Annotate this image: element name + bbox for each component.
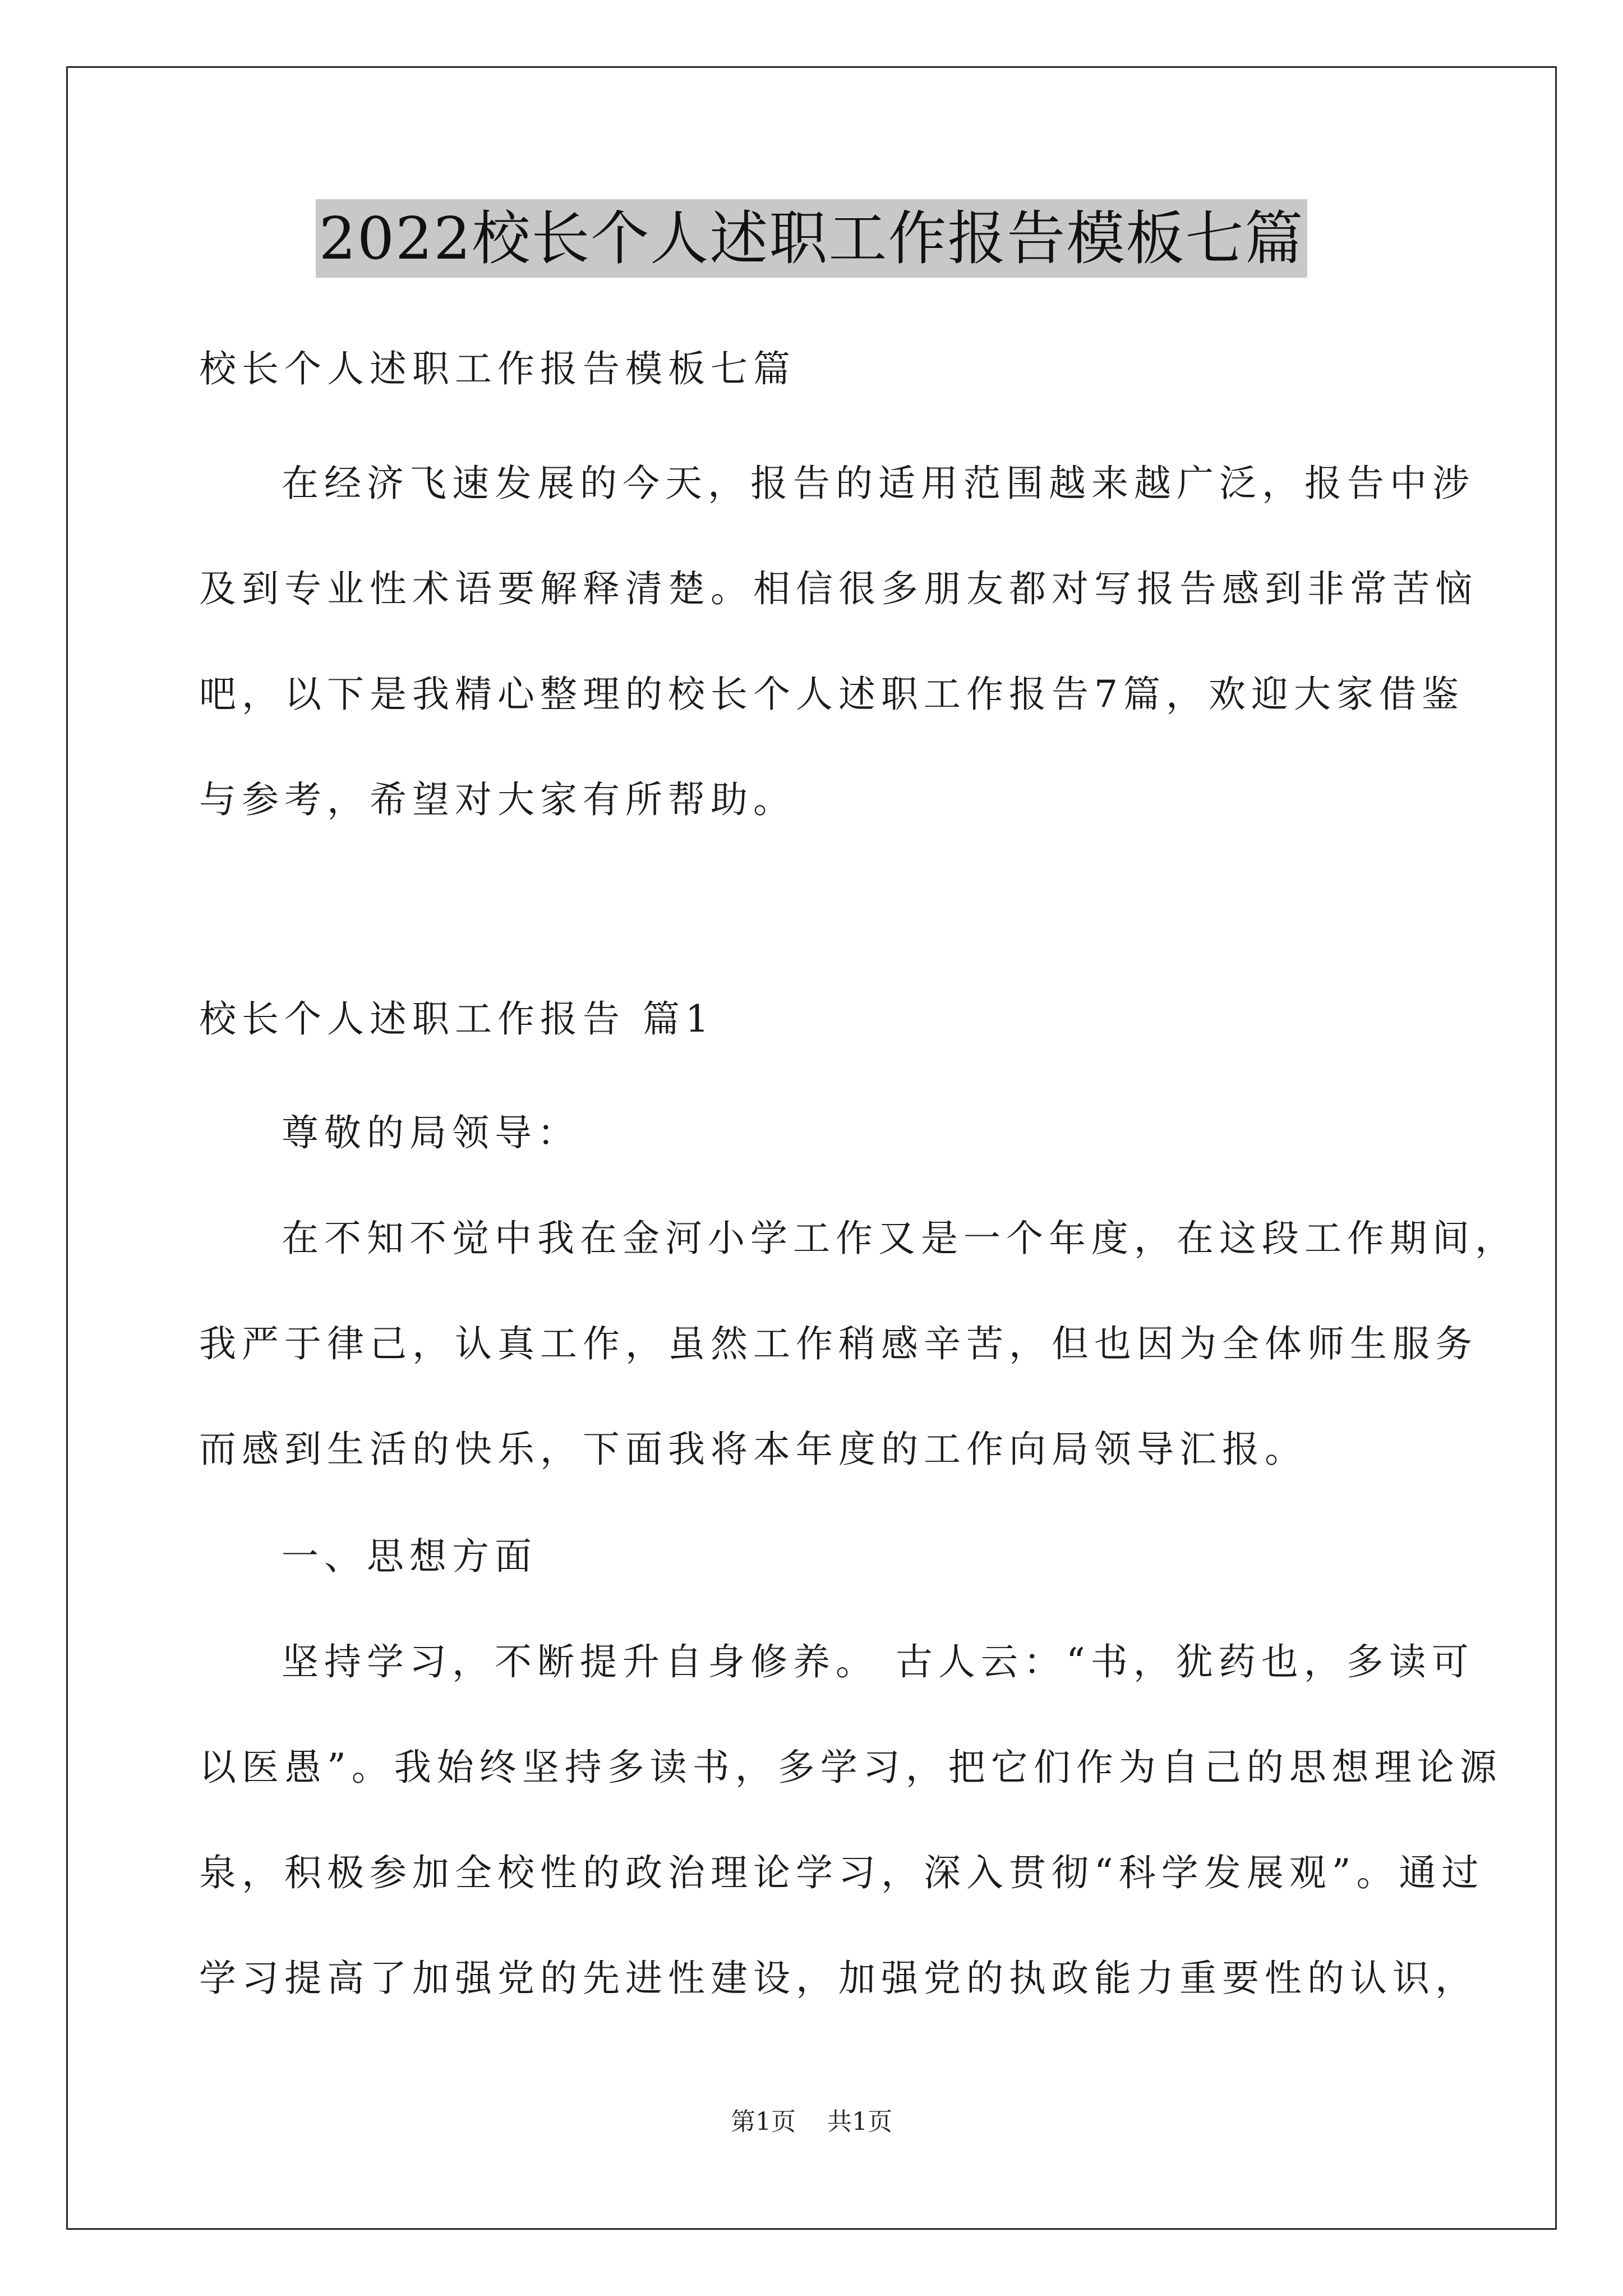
document-title: 2022校长个人述职工作报告模板七篇 bbox=[316, 199, 1308, 278]
paragraph-line: 及到专业性术语要解释清楚。相信很多朋友都对写报告感到非常苦恼 bbox=[199, 567, 1478, 610]
paragraph-line: 吧，以下是我精心整理的校长个人述职工作报告7篇，欢迎大家借鉴 bbox=[199, 673, 1464, 716]
paragraph-line: 而感到生活的快乐，下面我将本年度的工作向局领导汇报。 bbox=[199, 1428, 1307, 1471]
page-number: 第1页 bbox=[731, 2108, 796, 2136]
salutation-line: 尊敬的局领导： bbox=[282, 1111, 580, 1154]
paragraph-line: 学习提高了加强党的先进性建设，加强党的执政能力重要性的认识， bbox=[199, 1957, 1478, 2000]
subsection-heading: 一、思想方面 bbox=[282, 1535, 537, 1578]
paragraph-line: 与参考，希望对大家有所帮助。 bbox=[199, 778, 796, 821]
page-total: 共1页 bbox=[827, 2108, 892, 2136]
subtitle-line: 校长个人述职工作报告模板七篇 bbox=[199, 347, 796, 390]
paragraph-line: 坚持学习，不断提升自身修养。 古人云：“书，犹药也，多读可 bbox=[282, 1640, 1474, 1683]
paragraph-line: 在不知不觉中我在金河小学工作又是一个年度，在这段工作期间， bbox=[282, 1217, 1518, 1260]
section-heading: 校长个人述职工作报告 篇1 bbox=[199, 997, 714, 1041]
page-footer bbox=[0, 2106, 1623, 2138]
paragraph-line: 在经济飞速发展的今天，报告的适用范围越来越广泛，报告中涉 bbox=[282, 462, 1475, 505]
title-container bbox=[0, 199, 1623, 278]
paragraph-line: 泉，积极参加全校性的政治理论学习，深入贯彻“科学发展观”。通过 bbox=[199, 1851, 1484, 1894]
paragraph-line: 以医愚”。我始终坚持多读书，多学习，把它们作为自己的思想理论源 bbox=[199, 1746, 1502, 1789]
paragraph-line: 我严于律己，认真工作，虽然工作稍感辛苦，但也因为全体师生服务 bbox=[199, 1322, 1478, 1365]
